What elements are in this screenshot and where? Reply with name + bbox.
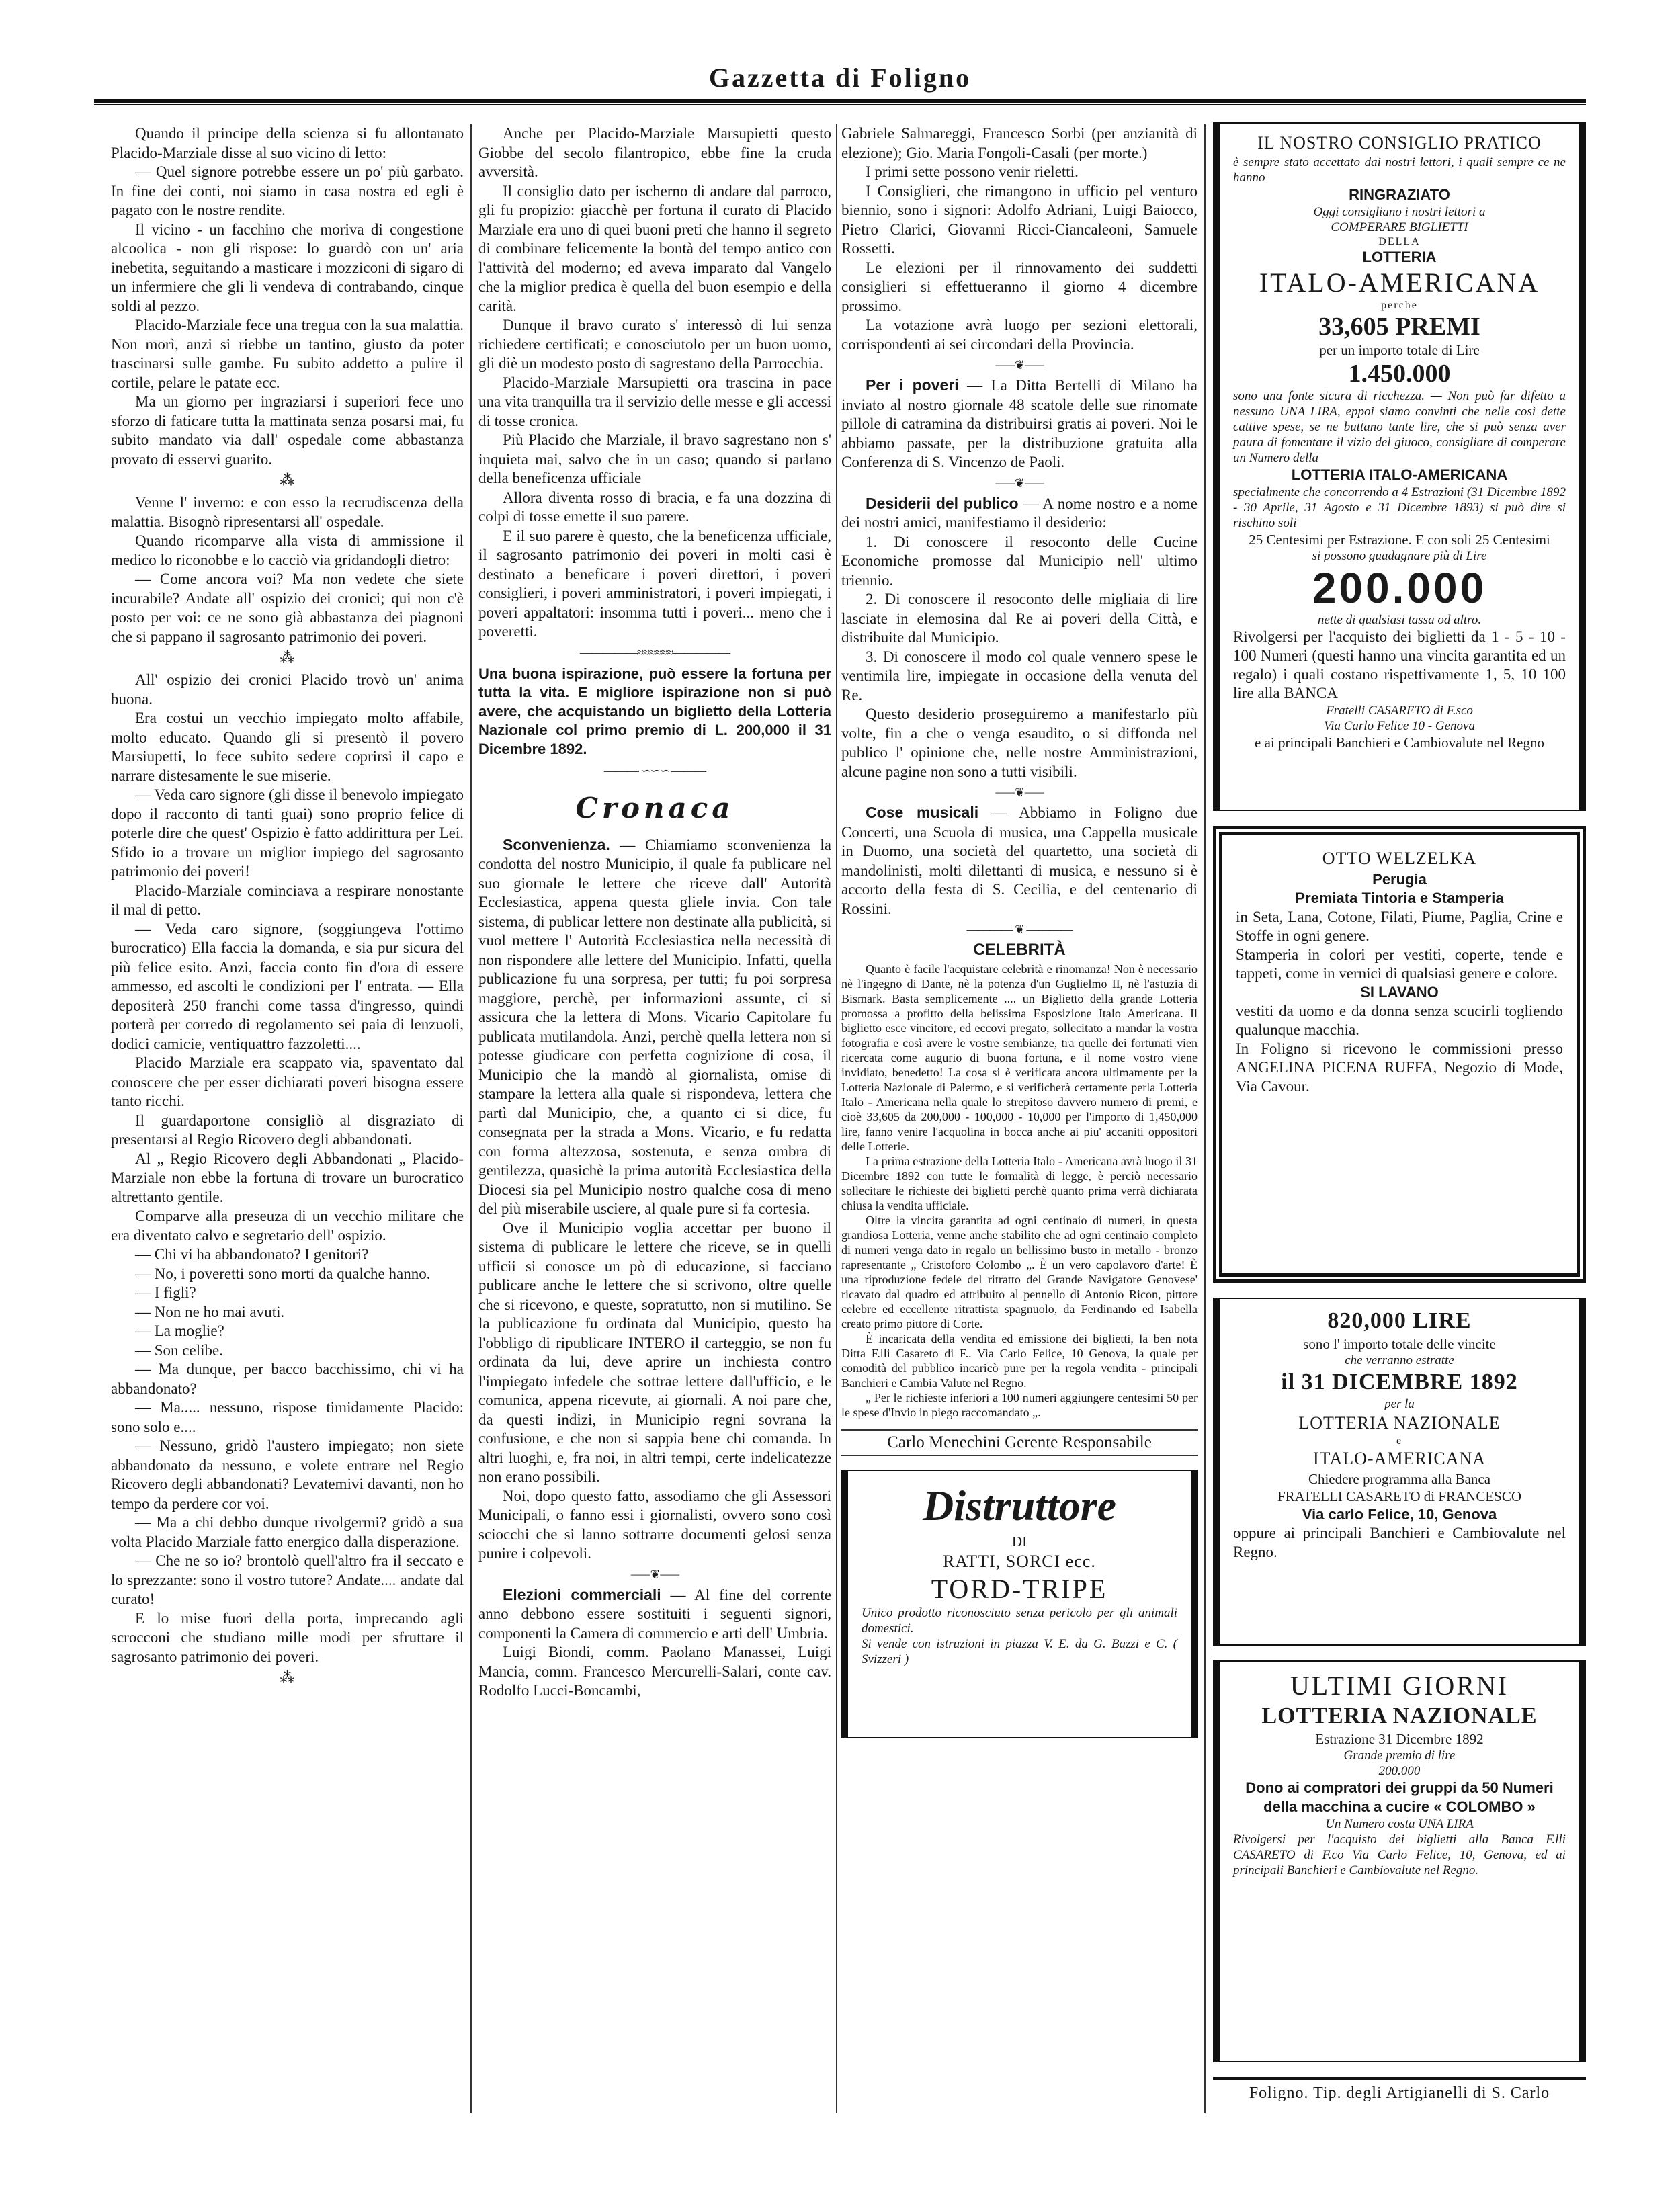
paragraph: — Son celibe. [135,1341,223,1359]
ad-line: Fratelli CASARETO di F.sco [1326,704,1473,718]
asterism-separator: ⁂ [280,472,295,489]
ad-consiglio-pratico [1213,122,1586,811]
paragraph: Ove il Municipio voglia accettar per buono il sistema di publicare le lettere che riceve, se in quelli ufficii si conosce un pò di educazione, si facciano publicare anche le lettere che si scrivono, oltre quelle che si ricevono, e queste, sopratutto, non si mutilino. Se la publicazione fu ordinata dal Municipio, questo ha l'obbligo di ripublicare INTERO il carteggio, se non fu ordinata da lui, deve aprire un inchiesta contro l'impiegato infedele che sottrae lettere dall'ufficio, e le comunica, appena ricevute, ai giornali. A noi pare che, da questi indizi, in Municipio regni sovrana la confusione, e che non si sappia bene chi comanda. In altri luoghi, e, fra noi, in altri tempi, certe indelicatezze non erano possibili. [478,1219,831,1485]
ad-line: LOTTERIA ITALO-AMERICANA [1291,466,1508,483]
paragraph [478,1585,831,1644]
paragraph: — Ma dunque, per bacco bacchissimo, chi vi ha abbandonato? [111,1361,464,1397]
ad-line: che verranno estratte [1345,1353,1454,1367]
ad-line: è sempre stato accettato dai nostri lettori, i quali sempre ce ne hanno [1233,155,1566,185]
paragraph: Placido Marziale era scappato via, spaventato dal conoscere che per esser dichiarati poveri bisogna essere tanto ricchi. [111,1054,464,1109]
ad-line: Unico prodotto riconosciuto senza pericolo per gli animali domestici. [862,1606,1177,1636]
cronaca-section-heading: Cronaca [575,791,734,824]
article-text: — Chiamiamo sconvenienza la condotta del nostro Municipio, il quale fa publicare nel suo giornale le lettere che riceve dall' Autorità Ecclesiastica, appena questa gliele invia. Con tale sistema, di publicar lettere non destinate alla publicità, si vuol mettere l' Autorità Ecclesiastica nella necessità di non rispondere alle lettere del Municipio. Infatti, quella publicazione fu una sorpresa, per tutti; fu poi sorpresa maggiore, perchè, per informazioni assunte, ci si assicura che la lettera di Mons. Vicario Capitolare fu publicata mutilandola. Anzi, perchè quella lettera non si potesse giudicare con perfetta cognizione di cosa, il Municipio che la mandò al giornalista, omise di stampare la lettera alla quale si rispondeva, lettera che partì dal Municipio, che, a quanto ci si dice, fu consegnata per la strada a Mons. Vicario, e fu redatta con forma altezzosa, sostenuta, e senza ombra di gentilezza, quasichè la prima autorità Ecclesiastica della Diocesi sia pel Municipio nostro qualche cosa di meno del più miserabile usciere, al quale pure si fa cortesia. [478,836,831,1217]
ad-line: il 31 DICEMBRE 1892 [1281,1369,1518,1394]
paragraph: Ma un giorno per ingraziarsi i superiori fece uno sforzo di faticare tutta la mattinata senza posarsi mai, fu subito mandato via dall' ospedale come abbastanza provato di esservi guarito. [111,393,464,468]
paragraph: Dunque il bravo curato s' interessò di lui senza richiedere certificati; e conosciutolo per un buon uomo, gli diè un modesto posto di sagrestano della Parrocchia. [478,316,831,372]
ad-distruttore [841,1470,1198,1738]
ad-line: Chiedere programma alla Banca [1308,1471,1491,1487]
ad-line: 25 Centesimi per Estrazione. E con soli 25 Centesimi [1249,532,1550,548]
ad-line: Via carlo Felice, 10, Genova [1302,1506,1497,1523]
ad-line: IL NOSTRO CONSIGLIO PRATICO [1257,133,1542,153]
lottery-notice: Una buona ispirazione, può essere la fortuna per tutta la vita. E migliore ispirazione non si può avere, che acquistando un biglietto della Lotteria Nazionale col primo premio di L. 200,000 il 31 Dicembre 1892. [478,665,831,757]
ad-line: Grande premio di lire [1343,1748,1456,1763]
paragraph: E il suo parere è questo, che la beneficenza ufficiale, il sagrosanto patrimonio dei poveri in molti casi è destinato a beneficare i poveri direttori, i poveri consiglieri, i poveri amministratori, i poveri impiegati, i poveri appaltatori: insomma tutti i poveri... meno che i poveretti. [478,527,831,640]
ad-line: e ai principali Banchieri e Cambiovalute nel Regno [1255,734,1544,751]
ad-line: Distruttore [922,1482,1117,1529]
ad-line: RATTI, SORCI ecc. [943,1552,1096,1571]
ad-line: FRATELLI CASARETO di FRANCESCO [1277,1488,1522,1505]
paragraph: — Che ne so io? brontolò quell'altro fra il seccato e lo sprezzante: sono il vostro tutore? Andate.... andate dal curato! [111,1552,464,1607]
article-lead-title: Desiderii del publico [866,494,1019,512]
paragraph: Anche per Placido-Marziale Marsupietti questo Giobbe del secolo filantropico, ebbe fine la cruda avversità. [478,125,831,180]
paragraph: Quanto è facile l'acquistare celebrità e rinomanza! Non è necessario nè l'ingegno di Dante, nè la potenza d'un Guglielmo II, nè l'astuzia di Bismark. Basta semplicemente .... un Biglietto della grande Lotteria promossa a profitto della belissima Esposizione Italo Americana. Il biglietto esce vincitore, ed eccovi pregato, sollecitato a mandar la vostra fotografia e così avere le vostre sembianze, tra quelle dei fortunati vien ricercata come augurio di buona fortuna, e il nome vostro viene invidiato, benedetto! La cosa si è verificata ancora ultimamente per la Lotteria Nazionale di Palermo, e si verificherà certamente perla Lotteria Italo - Americana nella quale lo strepitoso davvero numero di premi, e cioè 33,605 da 200,000 - 100,000 - 10,000 per l'importo di 1,450,000 lire, fanno venire l'acquolina in bocca anche ai piu' accaniti oppositori delle Lotterie. [841,962,1198,1153]
ad-line: Via Carlo Felice 10 - Genova [1324,719,1475,733]
ad-ultimi-giorni [1213,1660,1586,2062]
paragraph: — Quel signore potrebbe essere un po' più garbato. In fine dei conti, noi siamo in casa nostra ed egli è pagato con le nostre rendite. [111,163,464,218]
paragraph: — Chi vi ha abbandonato? I genitori? [135,1246,369,1263]
paragraph: — Veda caro signore, (soggiungeva l'ottimo burocratico) Ella faccia la domanda, e sia pur sicura del più felice esito. Anzi, faccia conto fin d'ora di essere ammesso, ed ascolti le condizioni per l' entrata. — Ella depositerà 250 franchi come tassa d'ingresso, quindi porterà per corredo di regolamento sei paia di lenzuoli, dodici camicie, ventiquattro fazzoletti.... [111,920,464,1052]
article-lead-title: Elezioni commerciali [503,1585,661,1603]
ad-line: ITALO-AMERICANA [1313,1449,1486,1468]
paragraph: Placido-Marziale Marsupietti ora trascina in pace una vita tranquilla tra il servizio delle messe e gli accessi di tosse cronica. [478,374,831,429]
paragraph: „ Per le richieste inferiori a 100 numeri aggiungere centesimi 50 per le spese d'Invio in piego raccomandato „. [841,1391,1198,1419]
ad-line: RINGRAZIATO [1349,186,1450,203]
ad-line: Un Numero costa UNA LIRA [1325,1817,1474,1831]
ad-line: per un importo totale di Lire [1319,342,1480,358]
paragraph: I primi sette possono venir rieletti. [866,163,1079,180]
advertisement-column [1213,122,1586,2103]
paragraph: I Consiglieri, che rimangono in ufficio pel venturo biennio, sono i signori: Adolfo Adriani, Luigi Baiocco, Pietro Clarici, Giovanni Ricci-Ciancaleoni, Samuele Rossetti. [841,182,1198,257]
ad-line: perche [1381,300,1418,311]
article-text: — Al fine del corrente anno debbono essere sostituiti i seguenti signori, componenti la Camera di commercio e arti dell' Umbria. [478,1586,832,1642]
paragraph: 1. Di conoscere il resoconto delle Cucine Economiche promosse dal Municipio nell' ultimo triennio. [841,533,1198,589]
ornamental-divider: ——— ∽∽∽ ——— [603,763,706,777]
paragraph: — Ma..... nessuno, rispose timidamente Placido: sono solo e.... [111,1399,464,1435]
article-lead-title: Per i poveri [866,376,959,394]
paragraph: — Non ne ho mai avuti. [135,1303,285,1320]
paragraph: — Veda caro signore (gli disse il benevolo impiegato dopo il racconto di tanti guai) sono proprio felice di poterle dire che quest' Ospizio è fatto addirittura per Lei. Sfido io a trovare un miglior impiego del sagrosanto patrimonio dei poveri! [111,786,464,880]
ad-line: Dono ai compratori dei gruppi da 50 Numeri della macchina a cucire « COLOMBO » [1245,1779,1554,1815]
asterism-separator: ⁂ [280,649,295,666]
paragraph: Venne l' inverno: e con esso la recrudiscenza della malattia. Bisognò ripresentarsi all' ospedale. [111,494,464,530]
paragraph: — No, i poveretti sono morti da qualche hanno. [135,1265,431,1282]
ad-line: Si vende con istruzioni in piazza V. E. da G. Bazzi e C. ( Svizzeri ) [862,1637,1177,1666]
column-divider [1204,124,1206,2113]
ad-line: Rivolgersi per l'acquisto dei biglietti alla Banca F.lli CASARETO di F.co Via Carlo Felice, 10, Genova, ed ai principali Banchieri e Cambiovalute nel Regno. [1233,1832,1566,1877]
ad-line: LOTTERIA NAZIONALE [1261,1703,1538,1728]
paragraph [478,835,831,1219]
ad-line: nette di qualsiasi tassa od altro. [1317,613,1482,627]
paragraph: — I figli? [135,1284,196,1301]
ad-line: In Foligno si ricevono le commissioni presso ANGELINA PICENA RUFFA, Negozio di Mode, Via Cavour. [1236,1040,1563,1095]
article-lead-title: Sconvenienza. [503,835,610,853]
ad-line: ITALO-AMERICANA [1259,267,1540,298]
column-divider [470,124,472,2113]
ad-line: vestiti da uomo e da donna senza scucirli togliendo qualunque macchia. [1236,1003,1563,1038]
article-text: — La Ditta Bertelli di Milano ha inviato al nostro giornale 48 scatole delle sue rinomate pillole di catramina da distribuirsi gratis ai poveri. Noi le abbiamo passate, per la distribuzione gratuita alla Conferenza di S. Vincenzo de Paoli. [841,377,1198,470]
ad-line: 200.000 [1378,1764,1421,1778]
ad-line: 820,000 LIRE [1327,1308,1472,1333]
ornamental-divider: ⸺❦⸺ [995,476,1044,490]
paragraph: Oltre la vincita garantita ad ogni centinaio di numeri, in questa grandiosa Lotteria, venne anche stabilito che ad ogni centinaio completo di numeri venga dato in regalo un bellissimo busto in metallo - bronzo rapresentante „ Cristoforo Colombo „. È un vero capolavoro d'arte! È una riproduzione fedele del ritratto del Grande Navigatore Genovese' ricavato dal quadro ed attribuito al pennello di Antonio Ricon, pittore celebre ed eccellente ritrattista spagnuolo, da Ferdinando ed Isabella creato primo pittore di Corte. [841,1214,1198,1330]
paragraph: — La moglie? [135,1322,224,1339]
paragraph: Noi, dopo questo fatto, assodiamo che gli Assessori Municipali, o fanno essi i giornalisti, ovvero sono così sciocchi che si lanno sottrarre documenti gelosi senza punire i colpevoli. [478,1487,831,1562]
ad-line: OTTO WELZELKA [1322,849,1477,868]
ad-line: TORD-TRIPE [931,1574,1108,1604]
ad-line: DELLA [1378,236,1421,247]
paragraph: È incaricata della vendita ed emissione dei biglietti, la ben nota Ditta F.lli Casareto di F.. Via Carlo Felice, 10 Genova, la quale per comodità del pubblico incaricò pure per la regola vendita - principali Banchieri e Cambia Valute nel Regno. [841,1332,1198,1390]
paragraph: Allora diventa rosso di bracia, e fa una dozzina di colpi di tosse emette il suo parere. [478,489,831,525]
article-text: — Abbiamo in Foligno due Concerti, una Scuola di musica, una Cappella musicale in Duomo, una società del quartetto, una società di mandolinisti, molti dilettanti di musica, e nessuno si è accorto della festa di S. Cecilia, e del centenario di Rossini. [841,804,1198,917]
paragraph: 2. Di conoscere il resoconto delle migliaia di lire lasciate in elemosina dal Re ai poveri della Città, e distribuite dal Municipio. [841,591,1198,646]
ad-line: COMPERARE BIGLIETTI [1331,220,1468,235]
ad-line: Stamperia in colori per vestiti, coperte, tende e tappeti, come in vernici di qualsiasi genere e colore. [1236,946,1563,982]
paragraph: Più Placido che Marziale, il bravo sagrestano non s' inquieta mai, salvo che in un caso; quando si parlano della beneficenza ufficiale [478,431,831,486]
paragraph: Luigi Biondi, comm. Paolano Manassei, Luigi Mancia, comm. Francesco Mercurelli-Salari, conte cav. Rodolfo Lucci-Boncambi, [478,1644,831,1699]
ad-line: Estrazione 31 Dicembre 1892 [1315,1731,1484,1747]
ad-line: Perugia [1372,871,1427,888]
column-3-wrapper [841,124,1198,1738]
paragraph [841,376,1198,472]
ad-otto-welzelka [1213,826,1586,1283]
ornamental-divider: ⸺❦⸺ [995,786,1044,799]
ad-line: in Seta, Lana, Cotone, Filati, Piume, Paglia, Crine e Stoffe in ogni genere. [1236,908,1563,944]
ad-line: 33,605 PREMI [1318,312,1480,341]
paragraph: Quando il principe della scienza si fu allontanato Placido-Marziale disse al suo vicino di letto: [111,125,464,161]
paragraph: La prima estrazione della Lotteria Italo - Americana avrà luogo il 31 Dicembre 1892 con tutte le formalità di legge, è perciò necessario sollecitare le richieste dei biglietti perchè quanto prima verrà dichiarata chiusa la vendita ufficiale. [841,1154,1198,1212]
ad-line: LOTTERIA NAZIONALE [1298,1413,1501,1433]
ornamental-divider: —————≈≈≈≈≈≈————— [579,645,730,659]
paragraph: Le elezioni per il rinnovamento dei suddetti consiglieri si effettueranno il giorno 4 dicembre prossimo. [841,259,1198,314]
paragraph: — Come ancora voi? Ma non vedete che siete incurabile? Andate all' ospizio dei cronici; qui non c'è posto per voi: ce ne sono già abbastanza dei piagnoni che si pappano il sagrosanto patrimonio dei poveri. [111,570,464,645]
paragraph: Il vicino - un facchino che moriva di congestione alcoolica - non gli rispose: lo guardò con un' aria inebetita, seguitando a masticare i mozziconi di sigaro di un infermiere che gli li vendeva di contrabando, cinque soldi al pezzo. [111,220,464,314]
printer-footer: Foligno. Tip. degli Artigianelli di S. Carlo [1213,2077,1586,2103]
paragraph: Placido-Marziale fece una tregua con la sua malattia. Non morì, anzi si riebbe un tantino, giusto da poter trascinarsi sulle gambe. Fu subito addetto a pulire il cortile, pelare le patate ecc. [111,316,464,391]
paragraph: — Nessuno, gridò l'austero impiegato; non siete abbandonato da nessuno, e volete entrare nel Regio Ricovero degli abbandonati? Levatemivi davanti, non ho tempo da perdere cor voi. [111,1437,464,1512]
ad-line: 1.450.000 [1348,359,1451,388]
paragraph: Al „ Regio Ricovero degli Abbandonati „ Placido-Marziale non ebbe la fortuna di trovare un burocratico altrettanto gentile. [111,1150,464,1205]
ad-820000-lire [1213,1298,1586,1646]
ad-line: DI [1011,1533,1027,1550]
ad-line: sono l' importo totale delle vincite [1303,1336,1496,1352]
column-2 [478,124,831,1701]
paragraph [841,494,1198,533]
paragraph: La votazione avrà luogo per sezioni elettorali, corrispondenti ai sei circondari della Provincia. [841,316,1198,353]
paragraph [841,803,1198,919]
paragraph: E lo mise fuori della porta, imprecando agli scrocconi che studiano mille modi per sfruttare il sagrosanto patrimonio dei poveri. [111,1609,464,1665]
ad-line: 200.000 [1312,564,1487,612]
paragraph: — Ma a chi debbo dunque rivolgermi? gridò a sua volta Placido Marziale fatto energico dalla disperazione. [111,1514,464,1550]
asterism-separator: ⁂ [280,1669,295,1686]
paragraph: 3. Di conoscere il modo col quale vennero spese le ventimila lire, impiegate in occasione della venuta del Re. [841,648,1198,704]
ad-line: sono una fonte sicura di ricchezza. — Non può far difetto a nessuno UNA LIRA, eppoi siamo convinti che nelle così dette cattive spese, se ne buttano tante lire, che si può senza aver paura di fomentare il vizio del giuoco, consigliare di comperare un Numero della [1233,389,1566,465]
ad-line: ULTIMI GIORNI [1290,1670,1509,1701]
paragraph: Comparve alla preseuza di un vecchio militare che era diventato calvo e segretario dell' ospizio. [111,1208,464,1244]
ornamental-divider: ⸺❦⸺ [630,1567,679,1581]
ad-line: specialmente che concorrendo a 4 Estrazioni (31 Dicembre 1892 - 30 Aprile, 31 Agosto e 31 Dicembre 1893) si può dire si rischino soli [1233,485,1566,530]
ornamental-divider: ⸺❦⸺ [995,358,1044,372]
article-text: — A nome nostro e a nome dei nostri amici, manifestiamo il desiderio: [841,495,1198,531]
ad-line: Oggi consigliano i nostri lettori a [1313,205,1486,219]
ad-line: per la [1384,1397,1415,1411]
ad-line: Rivolgersi per l'acquisto dei biglietti da 1 - 5 - 10 - 100 Numeri (questi hanno una vincita garantita ed un regalo) i quali costano rispettivamente 1, 5, 10 100 lire alla BANCA [1233,628,1566,702]
paragraph: Il consiglio dato per ischerno di andare dal parroco, gli fu propizio: giacchè per fortuna il curato di Placido Marziale era uno di quei buoni preti che hanno il segreto di combinare felicemente la bontà del tempo antico con l'attività del moderno; ed aveva imparato dal Vangelo che la miglior predica è quella del buon esempio e della carità. [478,182,831,314]
column-1 [111,124,464,1691]
paragraph: Quando ricomparve alla vista di ammissione il medico lo riconobbe e lo cacciò via gridandogli dietro: [111,532,464,568]
ad-line: oppure ai principali Banchieri e Cambiovalute nel Regno. [1233,1525,1566,1560]
paragraph: Il guardaportone consigliò al disgraziato di presentarsi al Regio Ricovero degli abbandonati. [111,1111,464,1148]
responsible-editor-line: Carlo Menechini Gerente Responsabile [841,1429,1198,1456]
paragraph: Era costui un vecchio impiegato molto affabile, molto educato. Quando gli si presentò il povero Marsiupetti, lo fece subito sedere coprirsi il capo e narrare distesamente le sue miserie. [111,710,464,784]
column-divider [836,124,837,2113]
masthead-title: Gazzetta di Foligno [708,62,972,93]
ad-line: si possono guadagnare più di Lire [1312,549,1487,563]
column-3 [841,124,1198,1420]
article-lead-title: Cose musicali [866,804,979,821]
ad-line: e [1396,1435,1403,1447]
paragraph: Questo desiderio proseguiremo a manifestarlo più volte, fin a che o venga esaudito, o si diffonda nel publico l' opinione che, nelle nostre Amministrazioni, alcune pagine non sono a tutti visibili. [841,706,1198,780]
paragraph: Placido-Marziale cominciava a respirare nonostante il mal di petto. [111,882,464,918]
ad-line: LOTTERIA [1362,249,1437,265]
ad-line: Premiata Tintoria e Stamperia [1295,890,1504,906]
paragraph: Gabriele Salmareggi, Francesco Sorbi (per anzianità di elezione); Gio. Maria Fongoli-Casali (per morte.) [841,125,1198,161]
masthead-rule [94,99,1586,105]
paragraph: All' ospizio dei cronici Placido trovò un' anima buona. [111,671,464,708]
article-heading: CELEBRITÀ [973,941,1066,959]
ornamental-divider: ———— ❦ ———— [966,923,1073,936]
ad-line: SI LAVANO [1360,984,1439,1001]
